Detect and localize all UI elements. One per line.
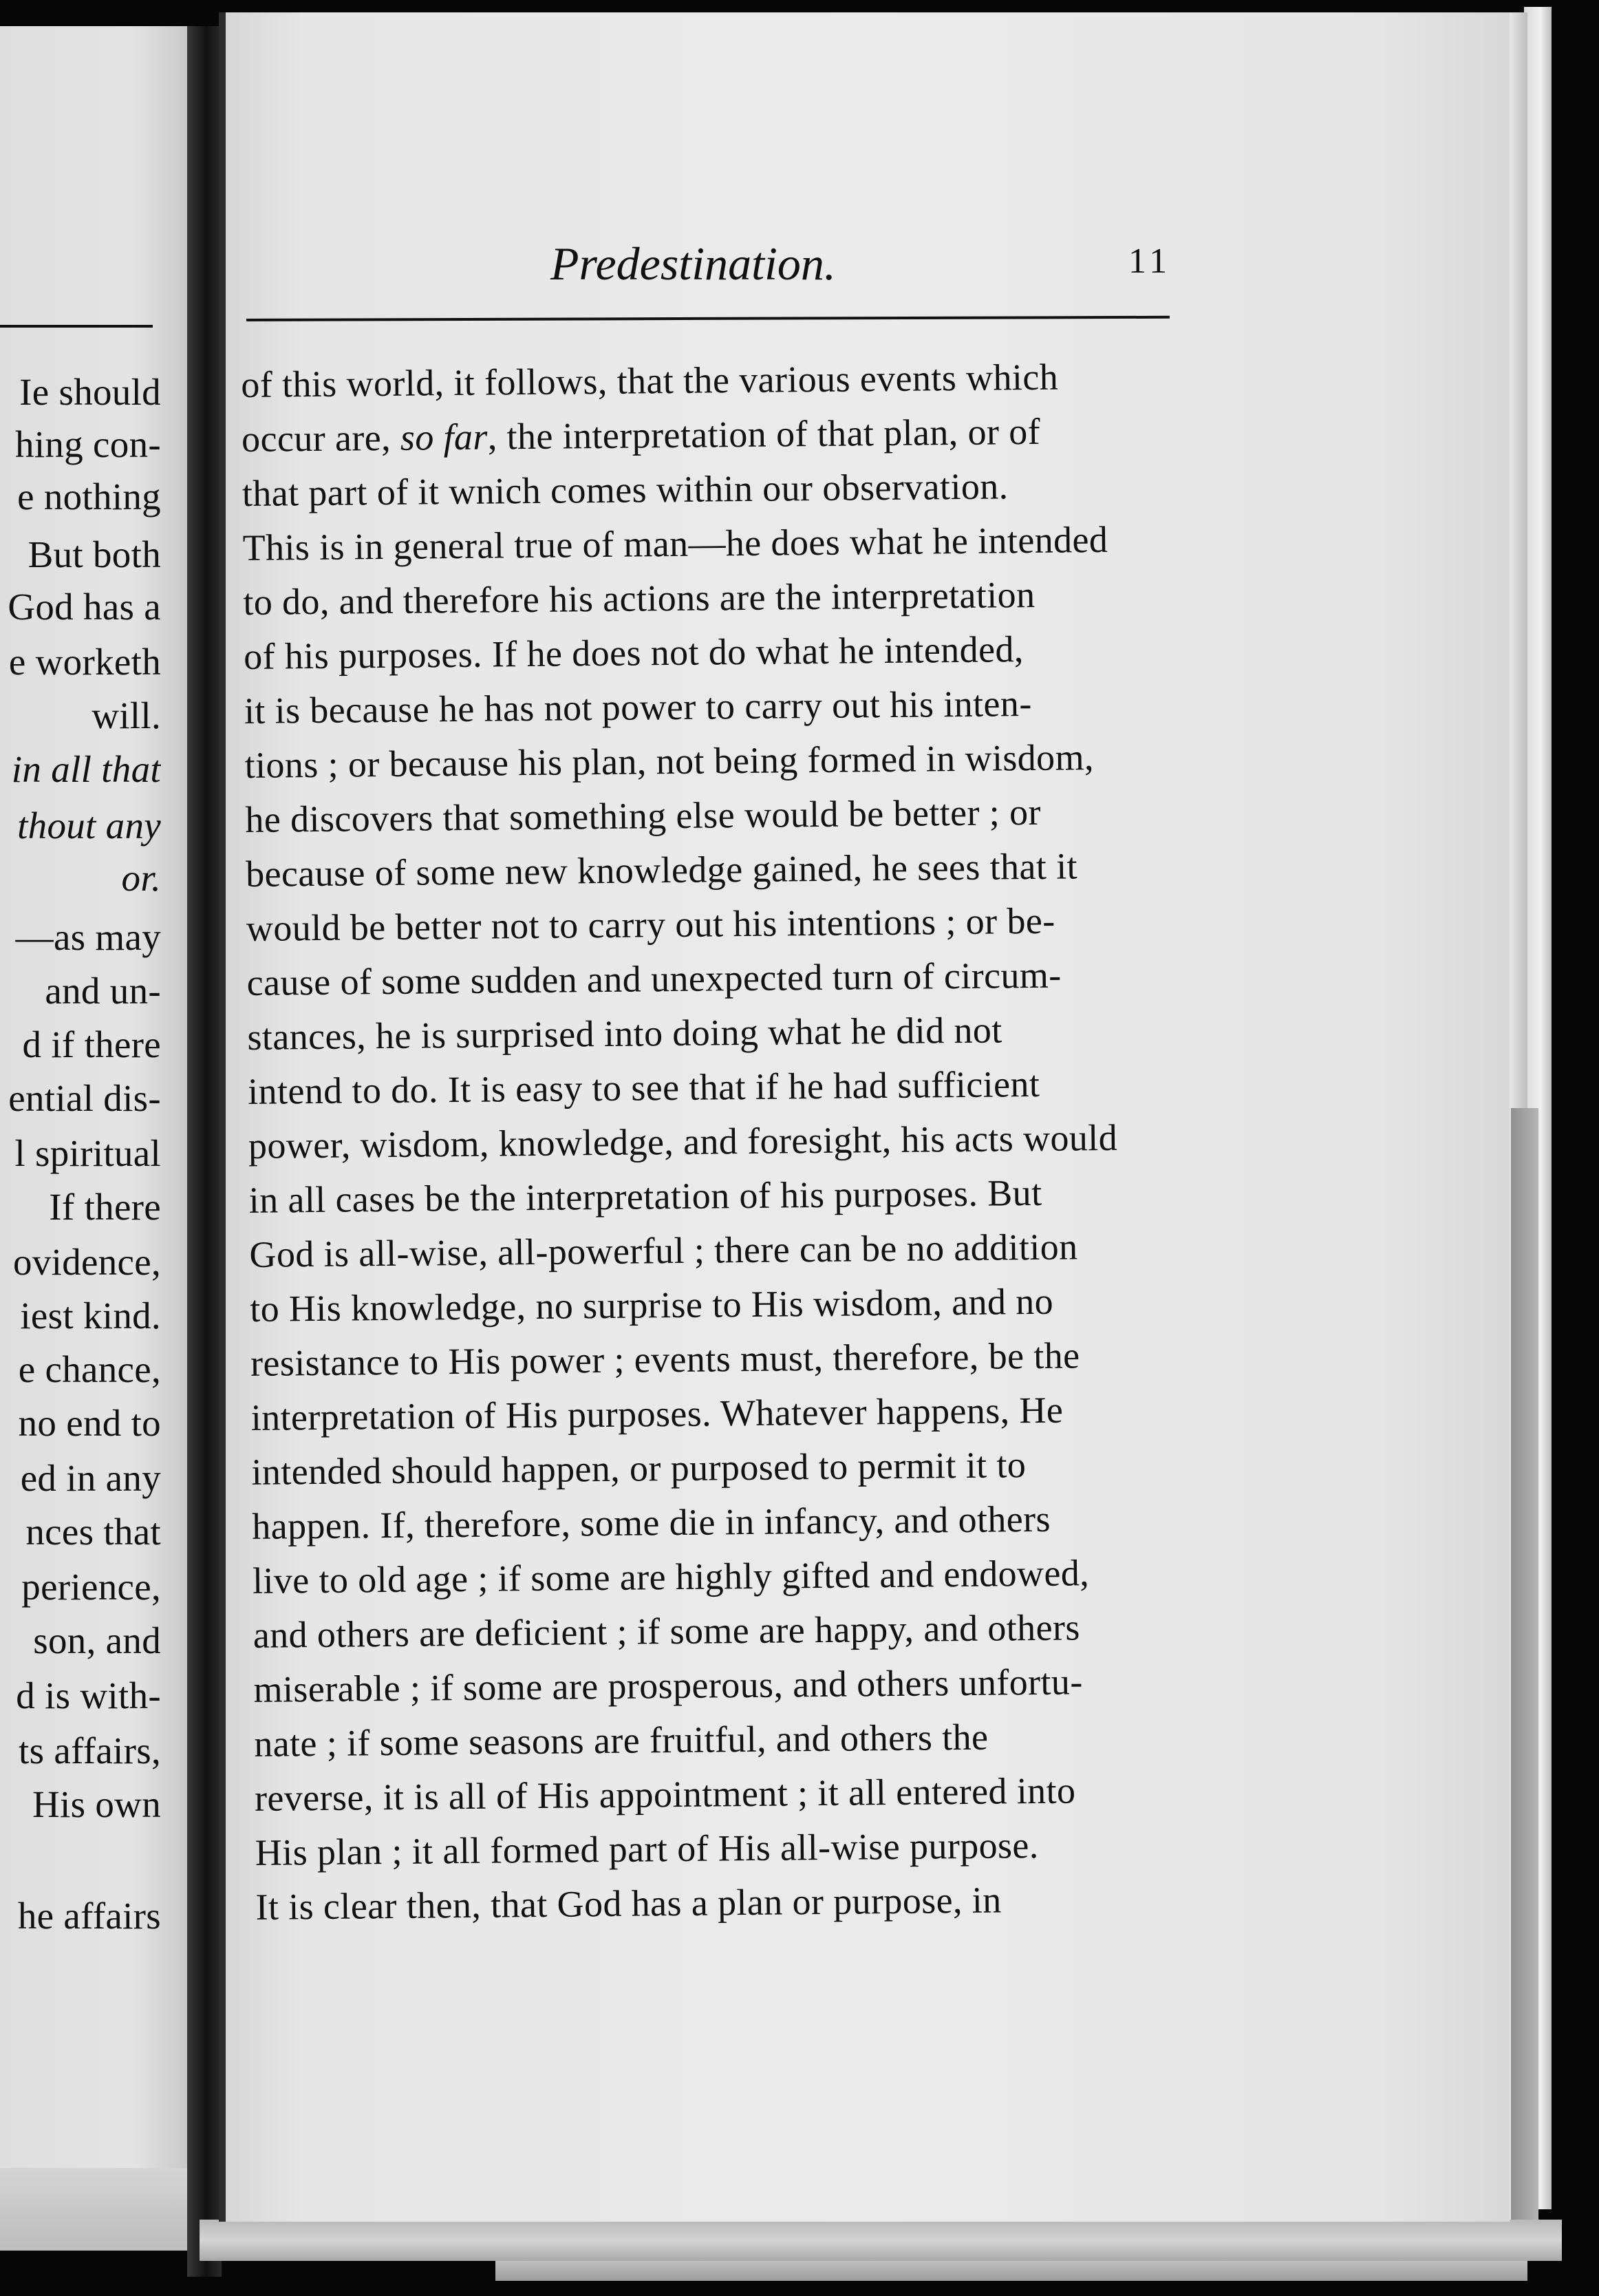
left-text-line: Ie should [19, 371, 161, 413]
left-text-line: His own [32, 1783, 161, 1825]
text-line: that part of it wnich comes within our observation. [242, 465, 1009, 514]
left-text-line: nces that [25, 1511, 161, 1553]
text-line: God is all-wise, all-powerful ; there can be no addition [249, 1226, 1078, 1275]
text-line: of his purposes. If he does not do what he intended, [243, 628, 1024, 677]
left-text-line: perience, [21, 1566, 161, 1608]
text-line: nate ; if some seasons are fruitful, and others the [254, 1716, 989, 1765]
left-text-line: ed in any [20, 1457, 161, 1499]
text-line: resistance to His power ; events must, therefore, be the [250, 1335, 1080, 1384]
text-line: because of some new knowledge gained, he sees that it [245, 845, 1078, 895]
left-text-line: no end to [18, 1402, 161, 1444]
left-text-line: ovidence, [13, 1241, 161, 1283]
left-text-line: ts affairs, [19, 1730, 161, 1772]
text-line: power, wisdom, knowledge, and foresight, his acts would [248, 1116, 1118, 1167]
left-text-line: If there [49, 1186, 161, 1228]
left-text-line: d if there [22, 1023, 161, 1065]
text-line: would be better not to carry out his intentions ; or be- [246, 900, 1055, 949]
text-line: It is clear then, that God has a plan or purpose, in [255, 1879, 1002, 1928]
left-text-line: ential dis- [8, 1077, 161, 1119]
text-line: stances, he is surprised into doing what he did not [247, 1009, 1002, 1058]
text-line: it is because he has not power to carry out his inten- [244, 682, 1032, 732]
left-text-line: e worketh [8, 641, 161, 683]
text-line [242, 403, 1219, 467]
text-line: His plan ; it all formed part of His all-wise purpose. [255, 1824, 1039, 1873]
left-text-line: —as may [15, 916, 161, 958]
left-text-line: or. [121, 857, 161, 899]
text-line: to do, and therefore his actions are the interpretation [243, 573, 1035, 623]
left-text-line: he affairs [17, 1895, 161, 1937]
text-line: intended should happen, or purposed to permit it to [251, 1444, 1027, 1493]
text-line: tions ; or because his plan, not being formed in wisdom, [244, 736, 1095, 786]
left-text-line: iest kind. [20, 1295, 161, 1337]
body-text [241, 348, 1234, 1996]
text-line: reverse, it is all of His appointment ; it all entered into [254, 1769, 1076, 1819]
page-number: 11 [1128, 242, 1172, 281]
page-edge-shadow [1511, 1108, 1538, 2237]
left-text-line: d is with- [16, 1675, 161, 1716]
text-line: intend to do. It is easy to see that if he had sufficient [247, 1063, 1040, 1112]
left-text-line: God has a [8, 586, 161, 628]
text-line: and others are deficient ; if some are happy, and others [253, 1606, 1080, 1656]
left-text-line: e nothing [17, 476, 161, 518]
left-page-text [0, 0, 222, 2296]
text-line: to His knowledge, no surprise to His wisdom, and no [249, 1280, 1054, 1330]
left-text-line: l spiritual [14, 1132, 161, 1174]
left-text-line: in all that [11, 748, 161, 790]
left-text-line: But both [28, 533, 161, 575]
left-text-line: e chance, [18, 1348, 161, 1390]
text-line-start: occur are, [241, 416, 401, 460]
text-line: of this world, it follows, that the various events which [241, 356, 1059, 405]
running-title: Predestination. [550, 237, 836, 290]
text-line: interpretation of His purposes. Whatever happens, He [250, 1389, 1064, 1438]
text-line: cause of some sudden and unexpected turn of circum- [246, 954, 1062, 1003]
left-text-line: hing con- [15, 423, 161, 465]
page-bottom-edge [200, 2220, 1562, 2261]
left-text-line: thout any [17, 805, 161, 847]
text-line: in all cases be the interpretation of his purposes. But [248, 1171, 1042, 1221]
text-line-rest: , the interpretation of that plan, or of [487, 410, 1041, 458]
text-line: he discovers that something else would be better ; or [245, 791, 1042, 840]
text-line: happen. If, therefore, some die in infancy, and others [252, 1498, 1051, 1547]
left-text-line: son, and [33, 1619, 161, 1661]
left-text-line: will. [92, 694, 161, 736]
text-line: live to old age ; if some are highly gifted and endowed, [252, 1552, 1090, 1602]
italic-emphasis: so far [400, 416, 489, 458]
text-line: This is in general true of man—he does what he intended [242, 518, 1108, 568]
left-text-line: and un- [45, 970, 161, 1012]
text-line: miserable ; if some are prosperous, and others unfortu- [253, 1661, 1083, 1710]
